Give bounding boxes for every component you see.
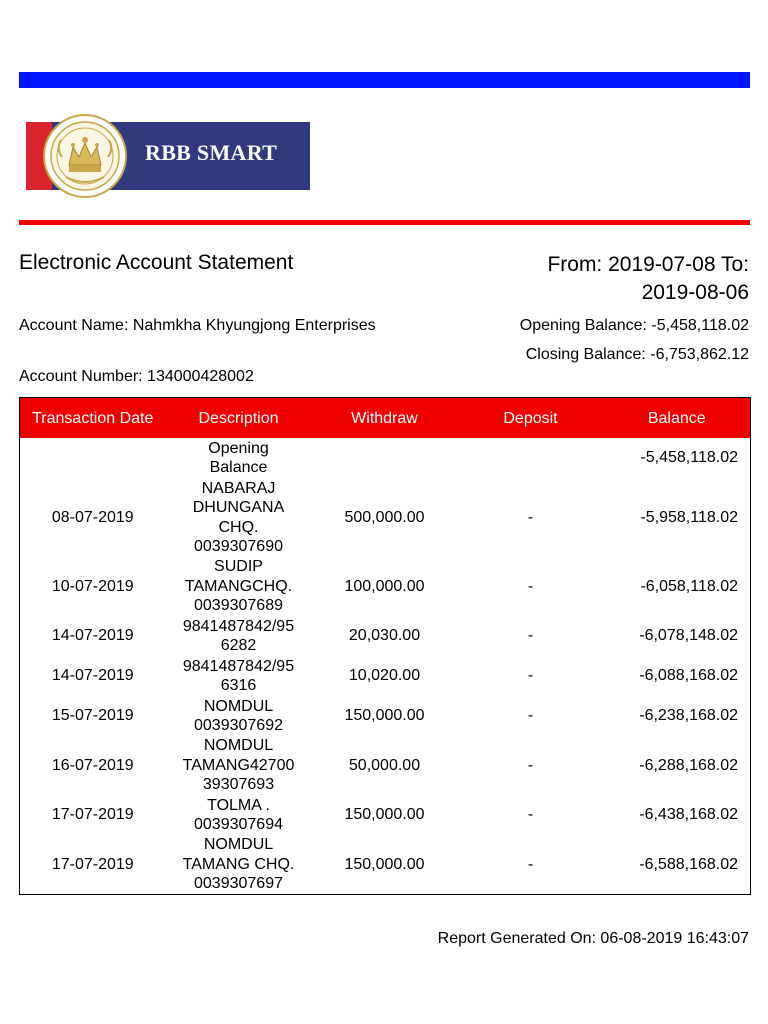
table-row bbox=[20, 478, 751, 557]
cell-balance: -6,058,118.02 bbox=[640, 577, 738, 595]
cell-balance: -6,078,148.02 bbox=[639, 627, 738, 645]
cell-withdraw: 20,030.00 bbox=[348, 627, 421, 645]
rbb-smart-logo bbox=[26, 122, 310, 190]
table-header-row bbox=[20, 398, 751, 439]
cell-balance: -6,588,168.02 bbox=[639, 855, 738, 873]
cell-description: NOMDUL TAMANG CHQ. 0039307697 bbox=[182, 836, 295, 892]
cell-withdraw: 10,020.00 bbox=[348, 667, 421, 685]
cell-date: 08-07-2019 bbox=[51, 508, 134, 526]
cell-deposit: - bbox=[527, 855, 534, 873]
cell-date: 14-07-2019 bbox=[51, 667, 134, 685]
transactions-table bbox=[19, 397, 751, 895]
table-row bbox=[20, 736, 751, 795]
cell-balance: -6,288,168.02 bbox=[639, 756, 738, 774]
table-row bbox=[20, 557, 751, 616]
cell-deposit: - bbox=[527, 627, 534, 645]
cell-withdraw: 150,000.00 bbox=[344, 806, 425, 824]
cell-date: 15-07-2019 bbox=[51, 707, 134, 725]
top-blue-bar bbox=[19, 72, 750, 88]
cell-withdraw: 150,000.00 bbox=[344, 855, 425, 873]
date-range bbox=[449, 251, 749, 307]
cell-description: NOMDUL TAMANG42700 39307693 bbox=[182, 737, 295, 794]
cell-deposit: - bbox=[527, 756, 534, 774]
cell-date: 17-07-2019 bbox=[51, 806, 134, 824]
cell-balance: -6,088,168.02 bbox=[639, 667, 738, 685]
header-transaction-date: Transaction Date bbox=[20, 398, 166, 439]
cell-date: 14-07-2019 bbox=[51, 627, 134, 645]
header-deposit: Deposit bbox=[458, 398, 604, 439]
cell-description: 9841487842/95 6282 bbox=[182, 617, 295, 654]
page-title: Electronic Account Statement bbox=[19, 251, 294, 274]
cell-deposit: - bbox=[527, 667, 534, 685]
cell-balance: -5,958,118.02 bbox=[640, 508, 738, 526]
date-range-from: From: 2019-07-08 To: bbox=[547, 253, 749, 276]
closing-balance: Closing Balance: -6,753,862.12 bbox=[525, 346, 749, 363]
table-row bbox=[20, 438, 751, 478]
report-generated-timestamp: Report Generated On: 06-08-2019 16:43:07 bbox=[437, 930, 749, 947]
cell-date bbox=[20, 438, 166, 478]
cell-withdraw bbox=[312, 438, 458, 478]
cell-withdraw: 500,000.00 bbox=[344, 508, 425, 526]
table-row bbox=[20, 616, 751, 656]
account-name: Account Name: Nahmkha Khyungjong Enterprises bbox=[19, 317, 376, 334]
rbb-crown-seal-icon bbox=[42, 113, 128, 199]
cell-withdraw: 50,000.00 bbox=[348, 756, 421, 774]
cell-deposit: - bbox=[527, 707, 534, 725]
cell-withdraw: 100,000.00 bbox=[344, 577, 425, 595]
cell-balance: -6,238,168.02 bbox=[639, 707, 738, 725]
cell-description: SUDIP TAMANGCHQ. 0039307689 bbox=[184, 558, 293, 615]
table-row bbox=[20, 696, 751, 736]
date-range-to: 2019-08-06 bbox=[641, 281, 749, 304]
cell-date: 16-07-2019 bbox=[51, 756, 134, 774]
cell-date: 17-07-2019 bbox=[51, 855, 134, 873]
cell-description: NABARAJ DHUNGANA CHQ. 0039307690 bbox=[192, 479, 285, 555]
account-number: Account Number: 134000428002 bbox=[19, 368, 254, 385]
cell-deposit: - bbox=[527, 508, 534, 526]
logo-brand-text: RBB SMART bbox=[145, 140, 278, 165]
cell-deposit bbox=[458, 438, 604, 478]
cell-description: TOLMA . 0039307694 bbox=[194, 796, 283, 833]
cell-withdraw: 150,000.00 bbox=[344, 707, 425, 725]
cell-description: Opening Balance bbox=[208, 439, 269, 476]
opening-balance: Opening Balance: -5,458,118.02 bbox=[519, 317, 749, 334]
header-withdraw: Withdraw bbox=[312, 398, 458, 439]
cell-description: NOMDUL 0039307692 bbox=[194, 697, 283, 734]
cell-description: 9841487842/95 6316 bbox=[182, 657, 295, 694]
cell-balance: -5,458,118.02 bbox=[640, 449, 738, 467]
table-row bbox=[20, 835, 751, 894]
header-divider bbox=[19, 220, 750, 225]
header-balance: Balance bbox=[604, 398, 751, 439]
cell-deposit: - bbox=[527, 577, 534, 595]
header-description: Description bbox=[166, 398, 312, 439]
cell-deposit: - bbox=[527, 806, 534, 824]
cell-date: 10-07-2019 bbox=[51, 577, 134, 595]
cell-balance: -6,438,168.02 bbox=[639, 806, 738, 824]
table-row bbox=[20, 795, 751, 835]
table-row bbox=[20, 656, 751, 696]
